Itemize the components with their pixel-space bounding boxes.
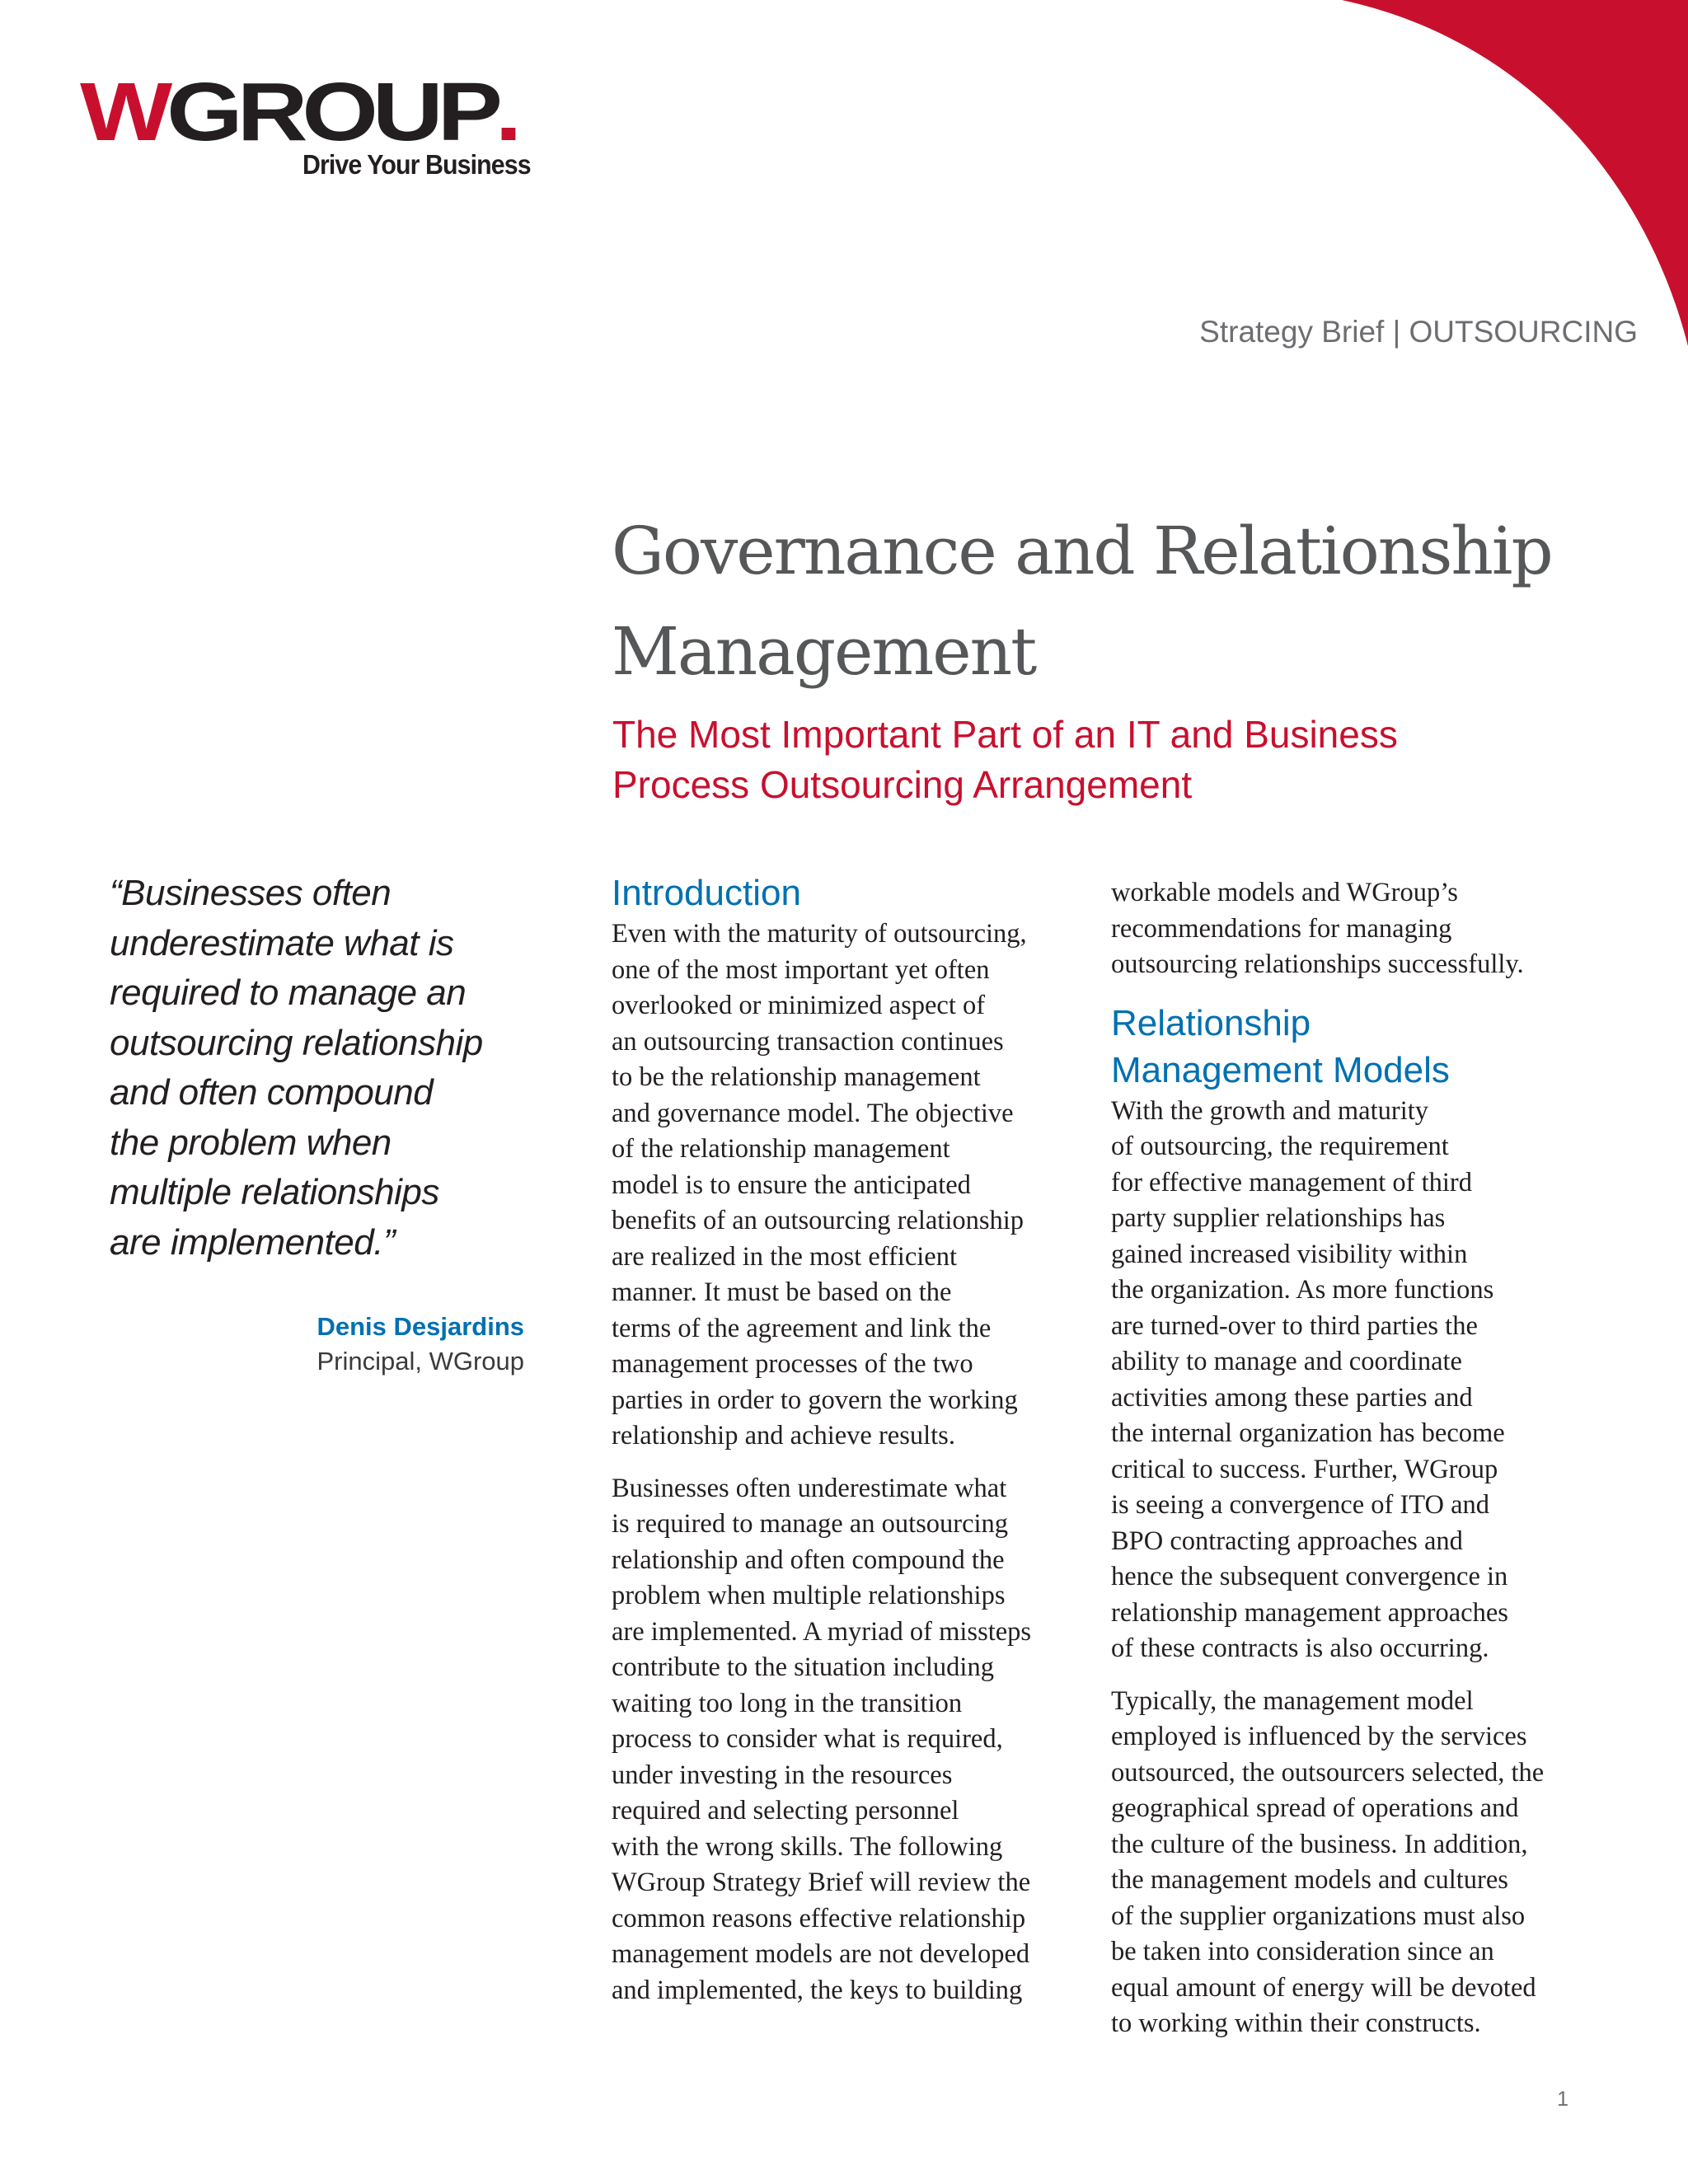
- pull-quote: “Businesses often underestimate what is required to manage an outsourcing relationship and often compound the problem when multiple relationships are implemented.”: [110, 873, 483, 1263]
- corner-decoration: [0, 0, 1688, 346]
- quote-author-title: Principal, WGroup: [316, 1347, 524, 1376]
- logo-tagline: Drive Your Business: [302, 149, 531, 180]
- page-subtitle: The Most Important Part of an IT and Business Process Outsourcing Arrangement: [612, 713, 1398, 806]
- brief-category-label: Strategy Brief | OUTSOURCING: [1199, 315, 1638, 349]
- models-paragraph-2: Typically, the management model employed is influenced by the services outsourced, the outsourcers selected, the geographical spread of operations and the culture of the business. In addition, the management models and cultures of the supplier organizations must also be taken into consideration since an equal amount of energy will be devoted to working within their constructs.: [1111, 1685, 1545, 2038]
- page-title: Governance and Relationship Management: [612, 513, 1552, 690]
- section-heading-introduction: Introduction: [612, 873, 801, 913]
- section-heading-relationship-models: Relationship Management Models: [1111, 1002, 1450, 1090]
- page-number: 1: [1557, 2088, 1568, 2111]
- quote-attribution: [195, 1310, 524, 1379]
- quote-author: Denis Desjardins: [316, 1312, 524, 1341]
- body-column-1: [612, 869, 1090, 2008]
- models-paragraph-1: With the growth and maturity of outsourcing, the requirement for effective management of third party supplier relationships has gained increased visibility within the organization. As more functions are turned-over to third parties the ability to manage and coordinate activities among these parties and the internal organization has become critical to success. Further, WGroup is seeing a convergence of ITO and BPO contracting approaches and hence the subsequent convergence in relationship management approaches of these contracts is also occurring.: [1111, 1095, 1508, 1663]
- intro-paragraph-2-continued: workable models and WGroup’s recommendations for managing outsourcing relationships successfully.: [1111, 878, 1524, 979]
- logo-wordmark: WGROUP.: [80, 66, 517, 158]
- intro-paragraph-2: Businesses often underestimate what is required to manage an outsourcing relationship and often compound the problem when multiple relationships are implemented. A myriad of missteps contribute to the situation including waiting too long in the transition process to consider what is required, under investing in the resources required and selecting personnel with the wrong skills. The following WGroup Strategy Brief will review the common reasons effective relationship management models are not developed and implemented, the keys to building: [612, 1473, 1032, 2005]
- intro-paragraph-1: Even with the maturity of outsourcing, one of the most important yet often overlooked or minimized aspect of an outsourcing transaction continues to be the relationship management and governance model. The objective of the relationship management model is to ensure the anticipated benefits of an outsourcing relationship are realized in the most efficient manner. It must be based on the terms of the agreement and link the management processes of the two parties in order to govern the working relationship and achieve results.: [612, 919, 1027, 1451]
- wgroup-logo: [80, 66, 533, 180]
- body-column-2: [1111, 875, 1589, 2042]
